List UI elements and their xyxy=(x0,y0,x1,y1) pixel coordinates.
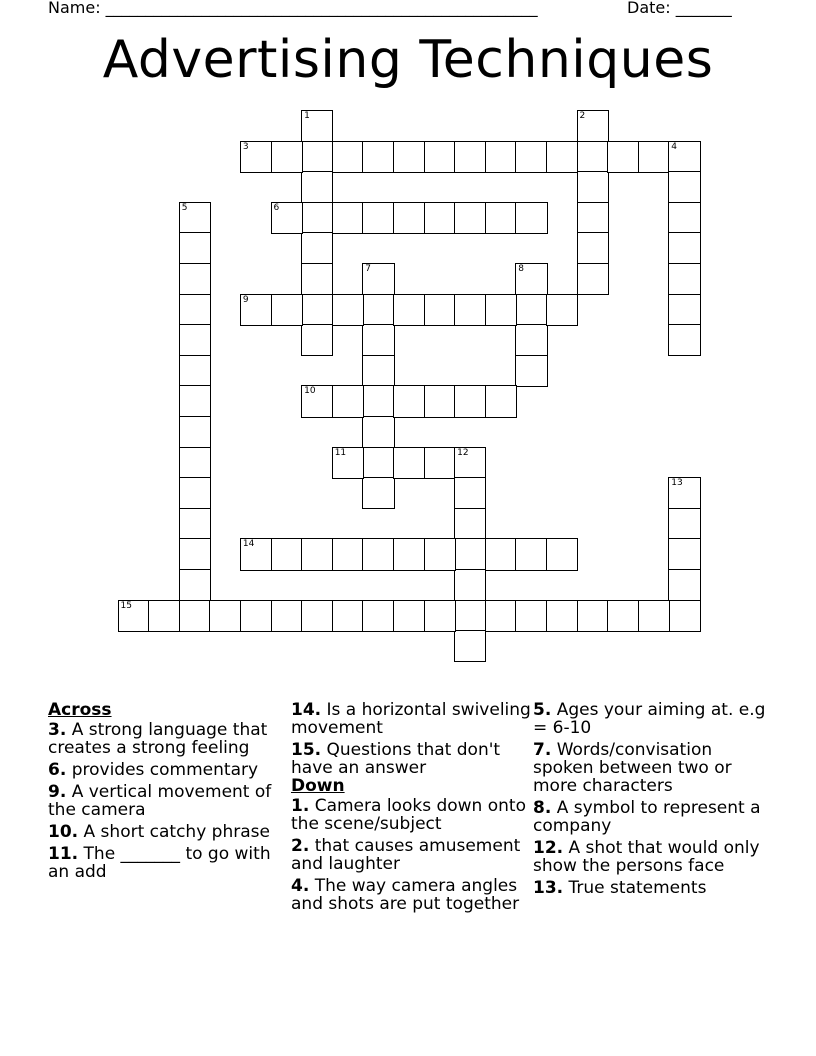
grid-cell[interactable] xyxy=(271,141,303,173)
cell-number: 11 xyxy=(334,447,347,458)
grid-cell[interactable] xyxy=(393,538,425,570)
grid-cell[interactable] xyxy=(179,263,211,295)
clue-down-5 xyxy=(533,701,773,737)
cell-number: 6 xyxy=(273,202,280,213)
cell-number: 1 xyxy=(304,111,310,121)
grid-cell[interactable] xyxy=(332,538,364,570)
grid-cell[interactable] xyxy=(668,569,700,601)
grid-cell[interactable] xyxy=(301,538,333,570)
grid-cell[interactable] xyxy=(668,600,700,632)
clue-text: The _______ to go with an add xyxy=(48,844,271,882)
grid-cell[interactable] xyxy=(393,385,425,417)
grid-cell[interactable] xyxy=(638,600,670,632)
grid-cell[interactable] xyxy=(454,202,486,234)
grid-cell[interactable] xyxy=(424,294,456,326)
grid-cell[interactable] xyxy=(515,263,547,295)
cell-number: 5 xyxy=(181,202,188,213)
clue-number: 11. xyxy=(48,844,79,864)
grid-cell[interactable] xyxy=(179,294,211,326)
grid-cell[interactable] xyxy=(362,294,394,326)
clue-number: 5. xyxy=(533,700,552,720)
grid-cell[interactable] xyxy=(424,202,456,234)
clue-text: A symbol to represent a company xyxy=(533,798,761,836)
cell-number: 9 xyxy=(242,294,249,305)
grid-cell[interactable] xyxy=(362,385,394,417)
grid-cell[interactable] xyxy=(485,294,517,326)
cell-number: 8 xyxy=(518,264,525,274)
grid-cell[interactable] xyxy=(515,355,547,387)
grid-cell[interactable] xyxy=(515,202,547,234)
clue-number: 14. xyxy=(291,700,322,720)
grid-cell[interactable] xyxy=(332,141,364,173)
clue-text: True statements xyxy=(563,878,707,898)
grid-cell[interactable] xyxy=(577,110,609,142)
clue-number: 8. xyxy=(533,798,552,818)
grid-cell[interactable] xyxy=(332,447,364,479)
clue-text: A vertical movement of the camera xyxy=(48,782,272,820)
clue-text: The way camera angles and shots are put together xyxy=(291,876,520,914)
grid-cell[interactable] xyxy=(332,600,364,632)
cell-number: 12 xyxy=(457,447,469,458)
grid-cell[interactable] xyxy=(668,508,700,540)
grid-cell[interactable] xyxy=(179,447,211,479)
grid-cell[interactable] xyxy=(454,569,486,601)
grid-cell[interactable] xyxy=(668,141,700,173)
clue-across-3 xyxy=(48,721,288,757)
grid-cell[interactable] xyxy=(179,477,211,509)
clue-down-13 xyxy=(533,879,773,897)
grid-cell[interactable] xyxy=(271,202,303,234)
grid-cell[interactable] xyxy=(362,447,394,479)
grid-cell[interactable] xyxy=(271,294,303,326)
cell-number: 4 xyxy=(671,141,678,152)
grid-cell[interactable] xyxy=(179,569,211,601)
clue-number: 7. xyxy=(533,740,552,760)
grid-cell[interactable] xyxy=(179,232,211,264)
grid-cell[interactable] xyxy=(271,538,303,570)
clue-text: Words/convisation spoken between two or more characters xyxy=(533,740,732,796)
clue-down-12 xyxy=(533,839,773,875)
grid-cell[interactable] xyxy=(638,141,670,173)
grid-cell[interactable] xyxy=(546,294,578,326)
clue-number: 2. xyxy=(291,836,310,856)
grid-cell[interactable] xyxy=(179,202,211,234)
grid-cell[interactable] xyxy=(485,538,517,570)
clue-text: Questions that don't have an answer xyxy=(291,740,501,778)
grid-cell[interactable] xyxy=(668,477,700,509)
grid-cell[interactable] xyxy=(546,141,578,173)
grid-cell[interactable] xyxy=(668,263,700,295)
clue-down-8 xyxy=(533,799,773,835)
cell-number: 7 xyxy=(365,264,372,274)
grid-cell[interactable] xyxy=(148,600,180,632)
grid-cell[interactable] xyxy=(362,355,394,387)
grid-cell[interactable] xyxy=(668,294,700,326)
grid-cell[interactable] xyxy=(454,600,486,632)
clue-text: A strong language that creates a strong feeling xyxy=(48,720,268,758)
grid-cell[interactable] xyxy=(362,538,394,570)
grid-cell[interactable] xyxy=(393,202,425,234)
name-field-label: Name: ______________________________________________________ xyxy=(48,0,538,17)
grid-cell[interactable] xyxy=(332,294,364,326)
clue-across-9 xyxy=(48,783,288,819)
grid-cell[interactable] xyxy=(577,202,609,234)
clues-column-2 xyxy=(291,701,531,917)
date-field-label: Date: _______ xyxy=(627,0,732,17)
clue-number: 1. xyxy=(291,796,310,816)
grid-cell[interactable] xyxy=(546,600,578,632)
grid-cell[interactable] xyxy=(454,538,486,570)
grid-cell[interactable] xyxy=(668,232,700,264)
grid-cell[interactable] xyxy=(393,141,425,173)
clue-text: A short catchy phrase xyxy=(78,822,270,842)
grid-cell[interactable] xyxy=(332,385,364,417)
clue-number: 3. xyxy=(48,720,67,740)
clue-across-11 xyxy=(48,845,288,881)
grid-cell[interactable] xyxy=(668,171,700,203)
grid-cell[interactable] xyxy=(454,477,486,509)
grid-cell[interactable] xyxy=(485,202,517,234)
clue-number: 13. xyxy=(533,878,564,898)
grid-cell[interactable] xyxy=(240,538,272,570)
clue-number: 9. xyxy=(48,782,67,802)
cell-number: 3 xyxy=(242,141,249,152)
down-heading: Down xyxy=(291,776,345,796)
cell-number: 2 xyxy=(579,111,586,121)
grid-cell[interactable] xyxy=(362,600,394,632)
grid-cell[interactable] xyxy=(209,600,241,632)
grid-cell[interactable] xyxy=(301,263,333,295)
grid-cell[interactable] xyxy=(118,600,150,632)
grid-cell[interactable] xyxy=(668,202,700,234)
grid-cell[interactable] xyxy=(301,232,333,264)
grid-cell[interactable] xyxy=(607,600,639,632)
grid-cell[interactable] xyxy=(362,263,394,295)
grid-cell[interactable] xyxy=(301,202,333,234)
clue-number: 10. xyxy=(48,822,79,842)
clue-text: Camera looks down onto the scene/subject xyxy=(291,796,526,834)
grid-cell[interactable] xyxy=(393,600,425,632)
grid-cell[interactable] xyxy=(577,141,609,173)
across-heading: Across xyxy=(48,700,112,720)
grid-cell[interactable] xyxy=(515,324,547,356)
grid-cell[interactable] xyxy=(240,600,272,632)
clue-across-6 xyxy=(48,761,288,779)
grid-cell[interactable] xyxy=(515,294,547,326)
clues-column-3 xyxy=(533,701,773,901)
grid-cell[interactable] xyxy=(301,385,333,417)
grid-cell[interactable] xyxy=(301,171,333,203)
clue-down-4 xyxy=(291,877,531,913)
grid-cell[interactable] xyxy=(240,294,272,326)
grid-cell[interactable] xyxy=(607,141,639,173)
grid-cell[interactable] xyxy=(301,294,333,326)
grid-cell[interactable] xyxy=(424,385,456,417)
clue-down-1 xyxy=(291,797,531,833)
grid-cell[interactable] xyxy=(577,232,609,264)
clue-text: provides commentary xyxy=(66,760,259,780)
grid-cell[interactable] xyxy=(362,416,394,448)
grid-cell[interactable] xyxy=(485,141,517,173)
cell-number: 14 xyxy=(242,539,255,550)
grid-cell[interactable] xyxy=(454,141,486,173)
grid-cell[interactable] xyxy=(301,324,333,356)
grid-cell[interactable] xyxy=(424,600,456,632)
grid-cell[interactable] xyxy=(668,538,700,570)
grid-cell[interactable] xyxy=(454,294,486,326)
grid-cell[interactable] xyxy=(332,202,364,234)
grid-cell[interactable] xyxy=(179,416,211,448)
grid-cell[interactable] xyxy=(546,538,578,570)
grid-cell[interactable] xyxy=(424,447,456,479)
grid-cell[interactable] xyxy=(179,538,211,570)
grid-cell[interactable] xyxy=(668,324,700,356)
clue-number: 6. xyxy=(48,760,67,780)
grid-cell[interactable] xyxy=(577,171,609,203)
grid-cell[interactable] xyxy=(424,538,456,570)
grid-cell[interactable] xyxy=(454,447,486,479)
clue-number: 12. xyxy=(533,838,564,858)
grid-cell[interactable] xyxy=(179,324,211,356)
grid-cell[interactable] xyxy=(454,385,486,417)
grid-cell[interactable] xyxy=(393,447,425,479)
grid-cell[interactable] xyxy=(454,630,486,662)
grid-cell[interactable] xyxy=(515,600,547,632)
grid-cell[interactable] xyxy=(179,385,211,417)
clue-across-15 xyxy=(291,741,531,777)
grid-cell[interactable] xyxy=(301,600,333,632)
clue-text: Ages your aiming at. e.g = 6-10 xyxy=(533,700,766,738)
grid-cell[interactable] xyxy=(515,538,547,570)
grid-cell[interactable] xyxy=(454,508,486,540)
cell-number: 13 xyxy=(671,478,683,489)
grid-cell[interactable] xyxy=(577,600,609,632)
grid-cell[interactable] xyxy=(362,202,394,234)
grid-cell[interactable] xyxy=(577,263,609,295)
clue-number: 4. xyxy=(291,876,310,896)
grid-cell[interactable] xyxy=(485,600,517,632)
cell-number: 15 xyxy=(120,600,132,611)
grid-cell[interactable] xyxy=(362,324,394,356)
clue-down-2 xyxy=(291,837,531,873)
clue-down-7 xyxy=(533,741,773,795)
grid-cell[interactable] xyxy=(362,141,394,173)
grid-cell[interactable] xyxy=(301,141,333,173)
grid-cell[interactable] xyxy=(179,508,211,540)
clue-across-14 xyxy=(291,701,531,737)
clue-across-10 xyxy=(48,823,288,841)
grid-cell[interactable] xyxy=(362,477,394,509)
grid-cell[interactable] xyxy=(393,294,425,326)
clue-text: that causes amusement and laughter xyxy=(291,836,521,874)
grid-cell[interactable] xyxy=(179,600,211,632)
grid-cell[interactable] xyxy=(271,600,303,632)
clue-number: 15. xyxy=(291,740,322,760)
puzzle-title: Advertising Techniques xyxy=(102,30,714,90)
clues-column-1 xyxy=(48,701,288,885)
grid-cell[interactable] xyxy=(515,141,547,173)
grid-cell[interactable] xyxy=(301,110,333,142)
grid-cell[interactable] xyxy=(240,141,272,173)
cell-number: 10 xyxy=(304,386,316,397)
clue-text: A shot that would only show the persons face xyxy=(533,838,760,876)
grid-cell[interactable] xyxy=(424,141,456,173)
clue-text: Is a horizontal swiveling movement xyxy=(291,700,531,738)
grid-cell[interactable] xyxy=(485,385,517,417)
grid-cell[interactable] xyxy=(179,355,211,387)
